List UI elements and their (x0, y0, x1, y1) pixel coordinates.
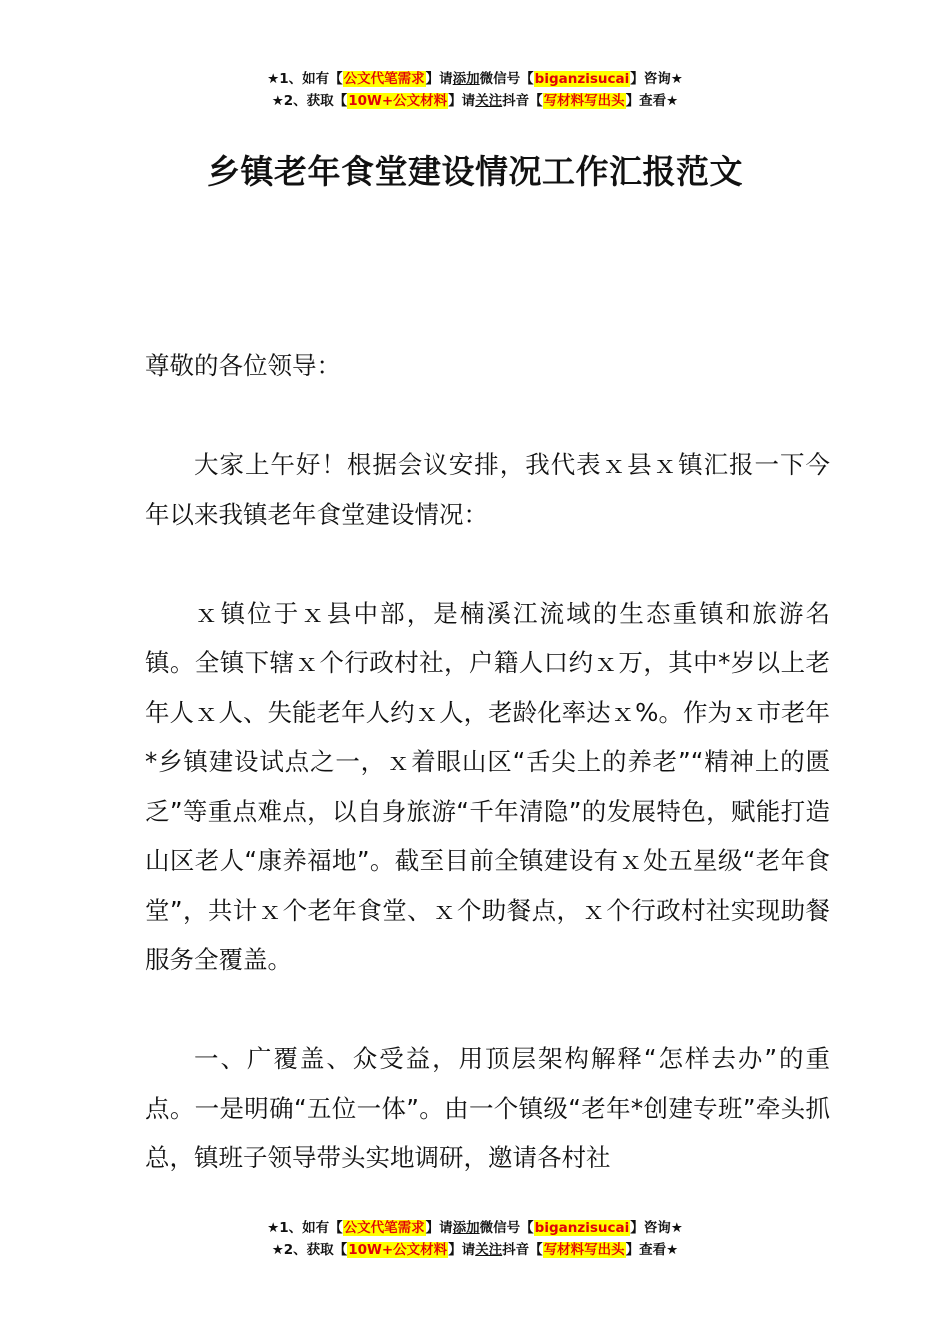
banner-text: 】查看★ (625, 1242, 679, 1258)
banner-text: 】请 (425, 1220, 453, 1236)
header-banner (0, 68, 950, 112)
banner-highlight: 写材料写出头 (543, 1242, 625, 1258)
banner-text: ★2、获取【 (271, 93, 348, 109)
banner-underline: 关注 (475, 93, 503, 109)
banner-highlight: biganzisucai (534, 1220, 630, 1236)
banner-highlight: 10W+公文材料 (348, 93, 448, 109)
paragraph-section-1: 一、广覆盖、众受益，用顶层架构解释“怎样去办”的重点。一是明确“五位一体”。由一个镇级“老年*创建专班”牵头抓总，镇班子领导带头实地调研，邀请各村社 (145, 1044, 830, 1172)
banner-text: 微信号【 (479, 71, 534, 87)
document-title: 乡镇老年食堂建设情况工作汇报范文 (207, 152, 743, 191)
banner-text: 抖音【 (502, 1242, 543, 1258)
document-body (145, 341, 830, 1183)
banner-text: 】请 (448, 1242, 476, 1258)
banner-highlight: 公文代笔需求 (343, 71, 425, 87)
banner-text: 微信号【 (479, 1220, 534, 1236)
banner-highlight: 公文代笔需求 (343, 1220, 425, 1236)
salutation: 尊敬的各位领导： (145, 351, 341, 380)
banner-line-1 (0, 1217, 950, 1239)
banner-text: ★2、获取【 (271, 1242, 348, 1258)
paragraph-opening: 大家上午好！根据会议安排，我代表ｘ县ｘ镇汇报一下今年以来我镇老年食堂建设情况： (145, 450, 830, 529)
banner-highlight: 写材料写出头 (543, 93, 625, 109)
banner-underline: 关注 (475, 1242, 503, 1258)
footer-banner (0, 1217, 950, 1261)
paragraph-overview: ｘ镇位于ｘ县中部，是楠溪江流域的生态重镇和旅游名镇。全镇下辖ｘ个行政村社，户籍人口约ｘ万，其中*岁以上老年人ｘ人、失能老年人约ｘ人，老龄化率达ｘ%。作为ｘ市老年*乡镇建设试点之一，ｘ着眼山区“舌尖上的养老”“精神上的匮乏”等重点难点，以自身旅游“千年清隐”的发展特色，赋能打造山区老人“康养福地”。截至目前全镇建设有ｘ处五星级“老年食堂”，共计ｘ个老年食堂、ｘ个助餐点，ｘ个行政村社实现助餐服务全覆盖。 (145, 598, 830, 974)
banner-line-2 (0, 1239, 950, 1261)
banner-text: 】咨询★ (630, 1220, 683, 1236)
banner-text: 】查看★ (625, 93, 679, 109)
banner-text: 抖音【 (502, 93, 543, 109)
banner-highlight: 10W+公文材料 (348, 1242, 448, 1258)
banner-text: 】咨询★ (630, 71, 683, 87)
banner-text: 】请 (425, 71, 453, 87)
banner-line-2 (0, 90, 950, 112)
banner-underline: 添加 (452, 1220, 480, 1236)
banner-underline: 添加 (452, 71, 480, 87)
banner-text: ★1、如有【 (267, 71, 343, 87)
banner-text: 】请 (448, 93, 476, 109)
banner-text: ★1、如有【 (267, 1220, 343, 1236)
banner-line-1 (0, 68, 950, 90)
banner-highlight: biganzisucai (534, 71, 630, 87)
